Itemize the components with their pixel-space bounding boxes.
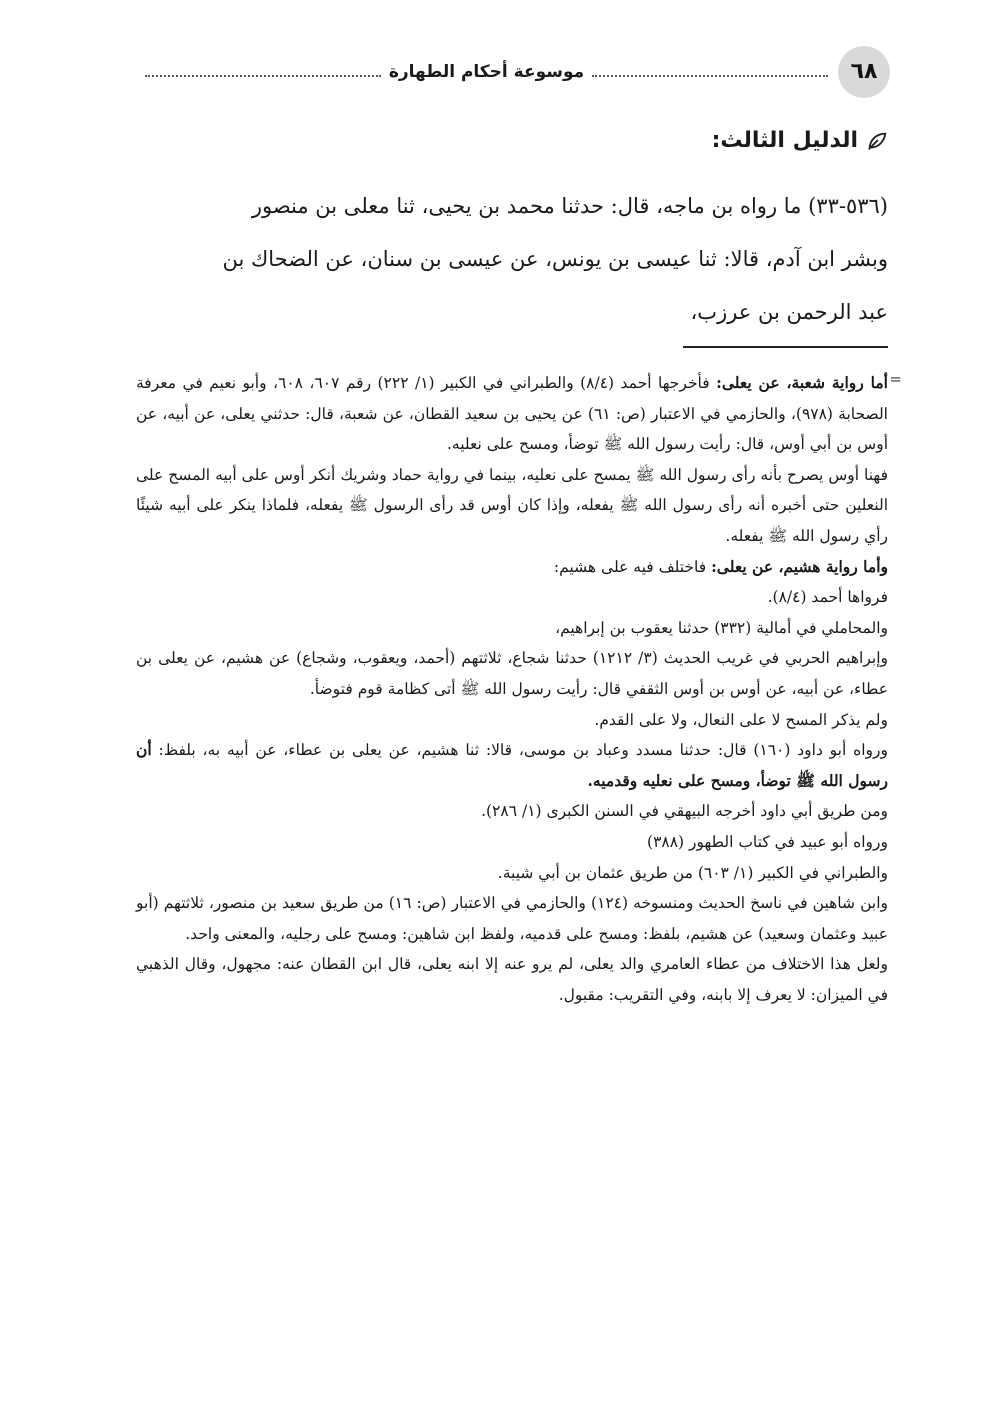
header-dots-left <box>145 75 381 77</box>
footnote-paragraph: والطبراني في الكبير (١/ ٦٠٣) من طريق عثمان بن أبي شيبة. <box>497 863 888 882</box>
footnote-paragraph <box>136 552 888 583</box>
footnote-paragraph: ورواه أبو عبيد في كتاب الطهور (٣٨٨) <box>647 832 888 851</box>
footnote-continuation-mark: = <box>889 370 902 388</box>
header-dots-right <box>592 75 828 77</box>
footnote-paragraph <box>136 368 888 460</box>
book-title: موسوعة أحكام الطهارة <box>388 62 585 82</box>
section-title-text: الدليل الثالث: <box>711 128 858 153</box>
footnote-paragraph: فرواها أحمد (٨/٤). <box>767 588 888 607</box>
main-text-line: (٥٣٦-٣٣) ما رواه بن ماجه، قال: حدثنا محمد بن يحيى، ثنا معلى بن منصور <box>251 194 888 218</box>
section-heading <box>712 128 888 153</box>
footnote-paragraph: وإبراهيم الحربي في غريب الحديث (٣/ ١٢١٢) حدثنا شجاع، ثلاثتهم (أحمد، ويعقوب، وشجاع) عن هشيم، عن يعلى بن عطاء، عن أبيه، عن أوس بن أوس الثقفي قال: رأيت رسول الله ﷺ أتى كظامة قوم فتوضأ. <box>136 649 889 698</box>
footnote-paragraph: ولم يذكر المسح لا على النعال، ولا على القدم. <box>594 710 888 729</box>
footnote-paragraph: ومن طريق أبي داود أخرجه البيهقي في السنن الكبرى (١/ ٢٨٦). <box>481 802 888 821</box>
footnote-text: ورواه أبو داود (١٦٠) قال: حدثنا مسدد وعباد بن موسى، قالا: ثنا هشيم، عن يعلى بن عطاء، عن أبيه به، بلفظ: <box>151 741 888 760</box>
page-number: ٦٨ <box>838 46 890 98</box>
page-header <box>145 46 890 96</box>
footnote-text: فأخرجها أحمد (٨/٤) والطبراني في الكبير (١/ ٢٢٢) رقم ٦٠٧، ٦٠٨، وأبو نعيم في معرفة الصحابة (٩٧٨)، والحازمي في الاعتبار (ص: ٦١) عن يحيى بن سعيد القطان، عن شعبة، قال: حدثني يعلى، عن أبيه، عن أوس بن أبي أوس، قال: رأيت رسول الله ﷺ توضأ، ومسح على نعليه. <box>136 374 888 454</box>
footnote-paragraph: ولعل هذا الاختلاف من عطاء العامري والد يعلى، لم يرو عنه إلا ابنه يعلى، قال ابن القطان عنه: مجهول، وقال الذهبي في الميزان: لا يعرف إلا بابنه، وفي التقريب: مقبول. <box>136 955 888 1004</box>
footnote-paragraph: والمحاملي في أمالية (٣٣٢) حدثنا يعقوب بن إبراهيم، <box>555 618 888 637</box>
footnote-text: فاختلف فيه على هشيم: <box>553 557 712 576</box>
running-header <box>145 58 828 86</box>
footnote-paragraph: فهنا أوس يصرح بأنه رأى رسول الله ﷺ يمسح على نعليه، بينما في رواية حماد وشريك أنكر أوس على أبيه المسح على النعلين حتى أخبره أنه رأى رسول الله ﷺ يفعله، وإذا كان أوس قد رأى الرسول ﷺ يفعله، فلماذا ينكر على أبيه شيئًا رأي رسول الله ﷺ يفعله. <box>136 465 888 545</box>
main-text-line: وبشر ابن آدم، قالا: ثنا عيسى بن يونس، عن عيسى بن سنان، عن الضحاك بن <box>222 247 888 271</box>
leaf-icon <box>866 130 888 152</box>
footnote-bold: أما رواية شعبة، عن يعلى: <box>716 373 888 392</box>
footnote-bold: أن رسول الله ﷺ توضأ، ومسح على نعليه وقدميه. <box>136 740 888 790</box>
footnote-paragraph: وابن شاهين في ناسخ الحديث ومنسوخه (١٢٤) والحازمي في الاعتبار (ص: ١٦) من طريق سعيد بن منصور، ثلاثتهم (أبو عبيد وعثمان وسعيد) عن هشيم، بلفظ: ومسح على قدميه، ولفظ ابن شاهين: ومسح على رجليه، والمعنى واحد. <box>136 894 888 943</box>
footnote-divider <box>683 346 888 348</box>
main-text-line: عبد الرحمن بن عرزب، <box>690 300 888 324</box>
footnote-paragraph <box>136 735 888 796</box>
main-text <box>118 180 888 339</box>
footnotes <box>136 368 888 1010</box>
footnote-bold: وأما رواية هشيم، عن يعلى: <box>711 556 888 576</box>
